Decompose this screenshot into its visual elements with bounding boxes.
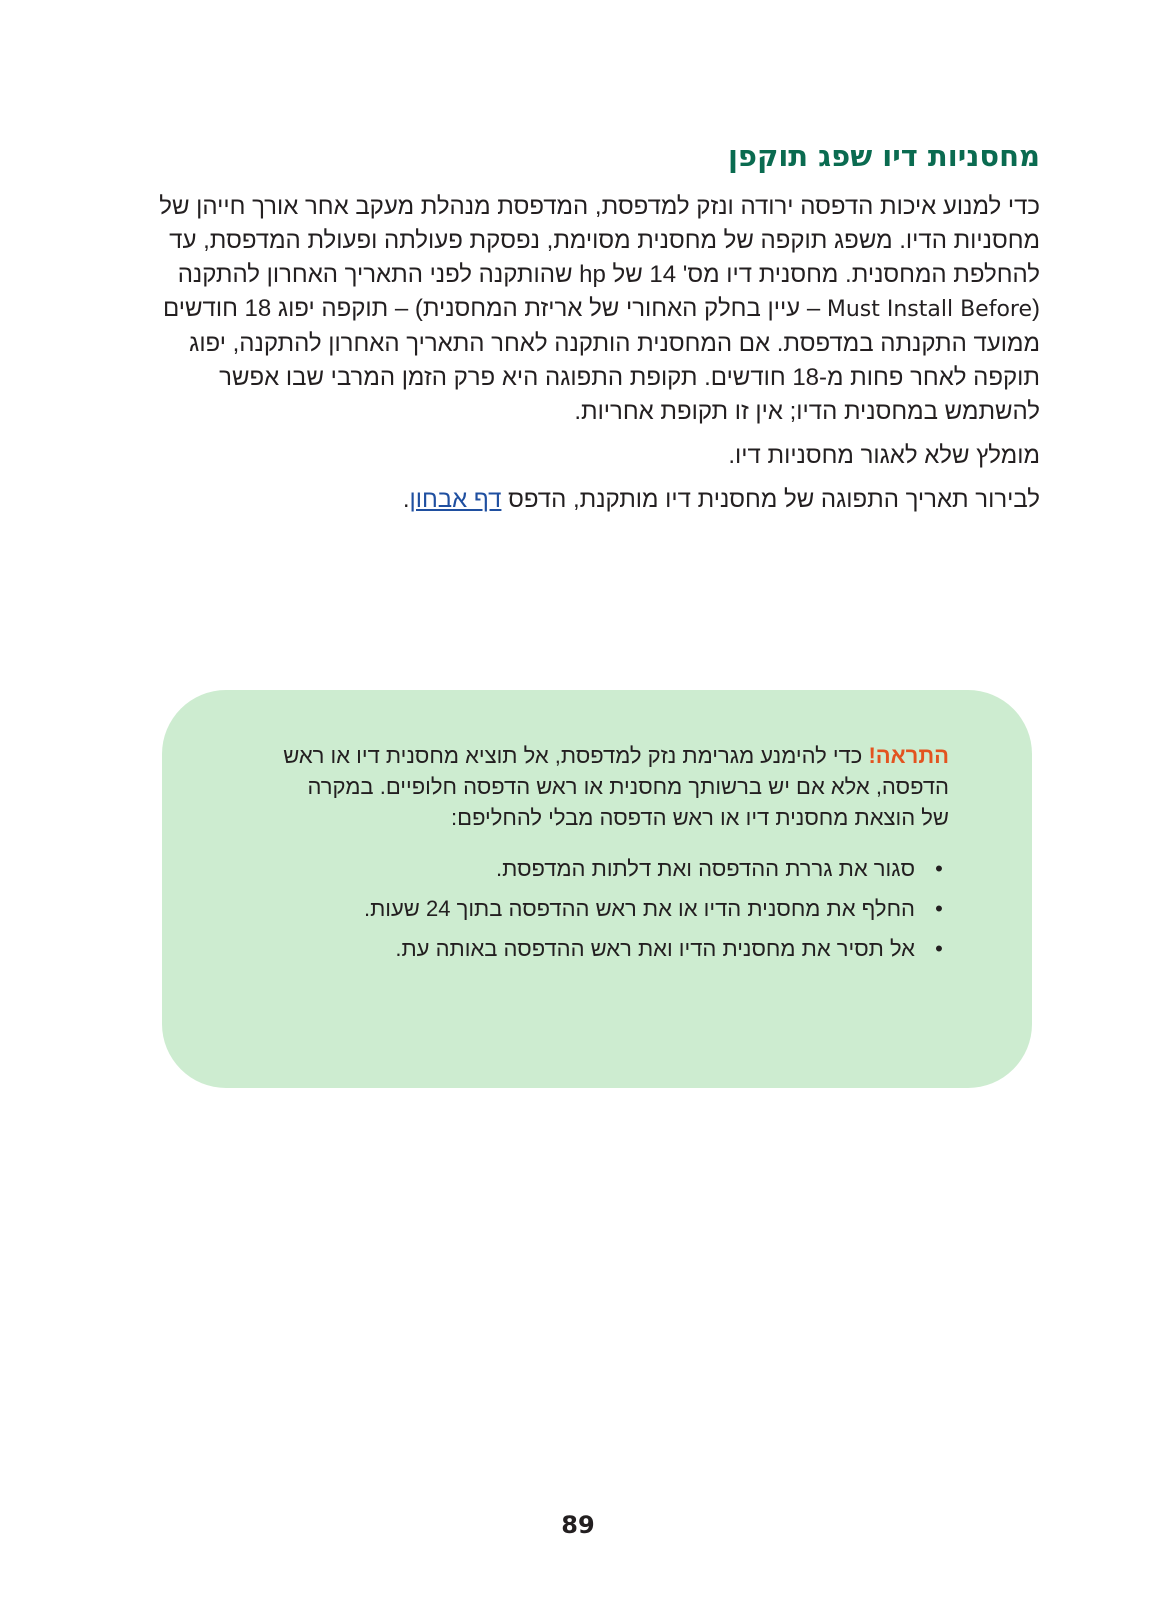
warning-text: כדי להימנע מגרימת נזק למדפסת, אל תוציא מחסנית דיו או ראש הדפסה, אלא אם יש ברשותך מחסנית או ראש הדפסה חלופיים. במקרה של הוצאת מחסנית דיו או ראש הדפסה מבלי להחליפם:: [283, 743, 949, 830]
diagnostic-page-link[interactable]: דף אבחון: [409, 486, 502, 513]
list-item-text: אל תסיר את מחסנית הדיו ואת ראש ההדפסה באותה עת.: [395, 936, 915, 961]
list-item-text: סגור את גררת ההדפסה ואת דלתות המדפסת.: [495, 856, 915, 881]
body-text-end: – עיין בחלק האחורי של אריזת המחסנית) – תוקפה יפוג 18 חודשים ממועד התקנתה במדפסת. אם המחסנית הותקנה לאחר התאריך האחרון להתקנה, יפוג תוקפה לאחר פחות מ-18 חודשים. תקופת התפוגה היא פרק הזמן המרבי שבו אפשר להשתמש במחסנית הדיו; אין זו תקופת אחריות.: [162, 295, 1040, 425]
list-item: [279, 893, 949, 924]
check-expiry-text: לבירור תאריך התפוגה של מחסנית דיו מותקנת, הדפס: [501, 486, 1040, 513]
warning-paragraph: [279, 740, 949, 833]
warning-box: [162, 690, 1032, 1088]
must-install-before-term: Must Install Before: [826, 297, 1032, 322]
recommendation-paragraph: מומלץ שלא לאגור מחסניות דיו.: [728, 442, 1040, 469]
bullet-icon: •: [935, 896, 943, 921]
page-number: 89: [561, 1511, 595, 1539]
bullet-icon: •: [935, 856, 943, 881]
list-item: [279, 933, 949, 964]
warning-content: [279, 740, 949, 973]
check-expiry-paragraph: [140, 483, 1040, 517]
warning-label: התראה!: [868, 743, 949, 768]
section-heading: מחסניות דיו שפג תוקפן: [727, 139, 1040, 173]
body-text-start: כדי למנוע איכות הדפסה ירודה ונזק למדפסת, המדפסת מנהלת מעקב אחר אורך חייהן של מחסניות הדיו. משפג תוקפה של מחסנית מסוימת, נפסקת פעולתה ופעולת המדפסת, עד להחלפת המחסנית. מחסנית דיו מס' 14 של hp שהותקנה לפני התאריך האחרון להתקנה (: [159, 193, 1040, 322]
warning-bullet-list: [279, 853, 949, 964]
list-item: [279, 853, 949, 884]
page-content: [140, 136, 1040, 517]
bullet-icon: •: [935, 936, 943, 961]
list-item-text: החלף את מחסנית הדיו או את ראש ההדפסה בתוך 24 שעות.: [363, 896, 915, 921]
check-expiry-period: .: [402, 486, 410, 513]
body-paragraph: [138, 190, 1040, 429]
